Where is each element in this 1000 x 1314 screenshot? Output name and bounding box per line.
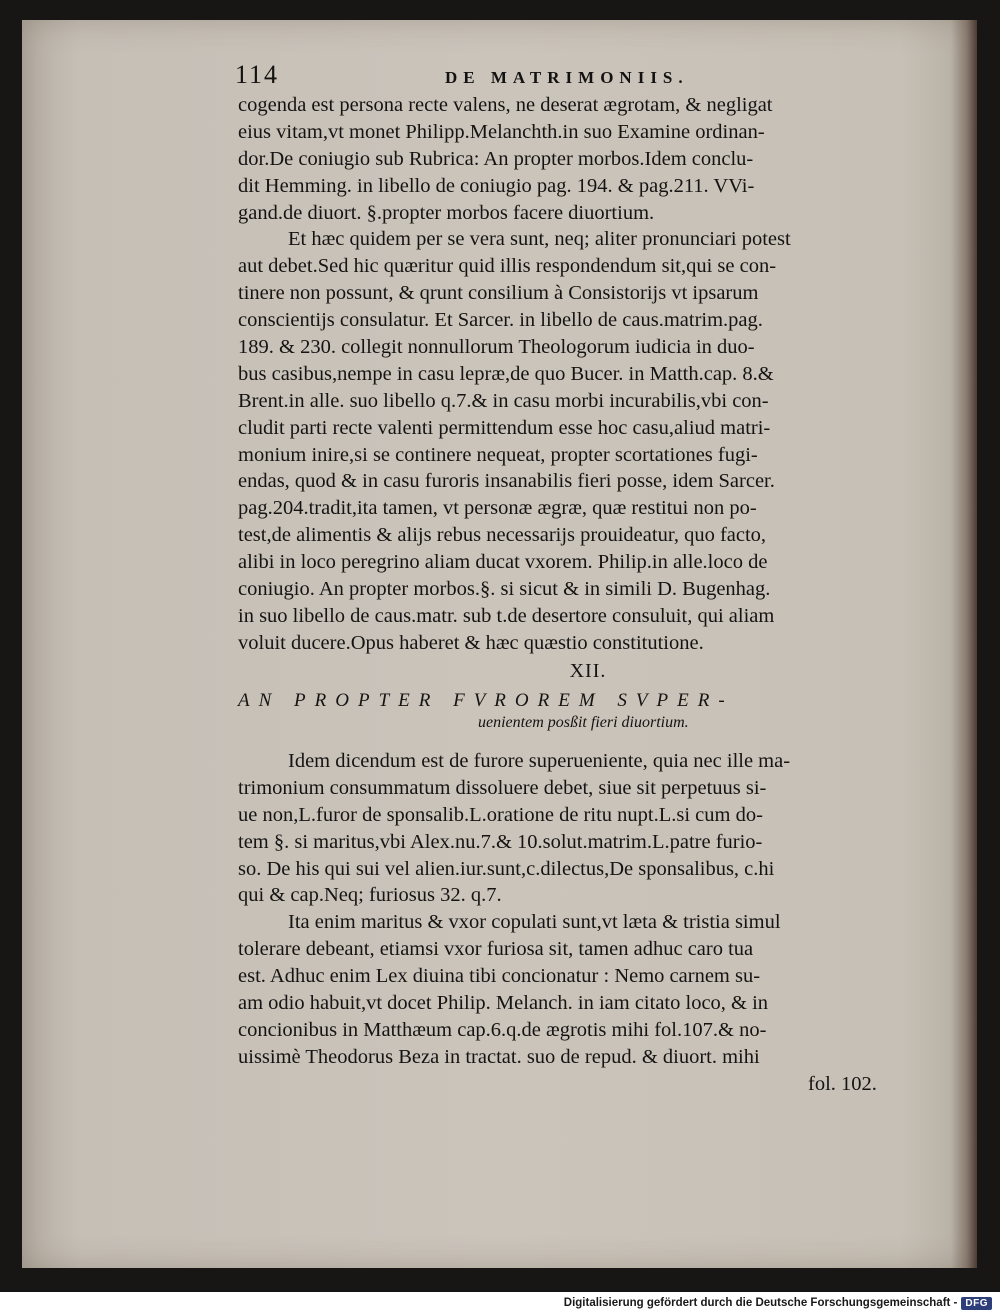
text-line: est. Adhuc enim Lex diuina tibi concionatur : Nemo carnem su- bbox=[238, 965, 761, 988]
funding-credit: Digitalisierung gefördert durch die Deutsche Forschungsgemeinschaft - bbox=[563, 1297, 958, 1309]
running-head bbox=[235, 60, 755, 90]
text-line: tolerare debeant, etiamsi vxor furiosa sit, tamen adhuc caro tua bbox=[238, 938, 754, 961]
text-line: 189. & 230. collegit nonnullorum Theologorum iudicia in duo- bbox=[238, 336, 755, 359]
text-line: in suo libello de caus.matr. sub t.de desertore consuluit, qui aliam bbox=[238, 604, 775, 627]
text-line: gand.de diuort. §.propter morbos facere diuortium. bbox=[238, 201, 655, 224]
section-heading-line-2: uenientem posßit fieri diuortium. bbox=[478, 714, 689, 731]
page-number: 114 bbox=[235, 60, 280, 89]
running-title: DE MATRIMONIIS. bbox=[445, 68, 689, 87]
text-line: dit Hemming. in libello de coniugio pag. 194. & pag.211. VVi- bbox=[238, 174, 755, 197]
text-line: tem §. si maritus,vbi Alex.nu.7.& 10.solut.matrim.L.patre furio- bbox=[238, 830, 763, 853]
text-line: Ita enim maritus & vxor copulati sunt,vt læta & tristia simul bbox=[288, 911, 781, 934]
text-line: qui & cap.Neq; furiosus 32. q.7. bbox=[238, 884, 502, 907]
text-line: endas, quod & in casu furoris insanabilis fieri posse, idem Sarcer. bbox=[238, 470, 775, 493]
digitization-footer bbox=[0, 1292, 1000, 1314]
text-line: cludit parti recte valenti permittendum esse hoc casu,aliud matri- bbox=[238, 416, 771, 439]
text-line: Brent.in alle. suo libello q.7.& in casu morbi incurabilis,vbi con- bbox=[238, 389, 769, 412]
page-edge-shadow bbox=[951, 20, 977, 1268]
text-line: ue non,L.furor de sponsalib.L.oratione de ritu nupt.L.si cum do- bbox=[238, 803, 763, 826]
text-line: bus casibus,nempe in casu lepræ,de quo Bucer. in Matth.cap. 8.& bbox=[238, 362, 774, 385]
text-line: eius vitam,vt monet Philipp.Melanchth.in suo Examine ordinan- bbox=[238, 120, 765, 143]
text-line: concionibus in Matthæum cap.6.q.de ægrotis mihi fol.107.& no- bbox=[238, 1018, 767, 1041]
text-line: cogenda est persona recte valens, ne deserat ægrotam, & negligat bbox=[238, 94, 773, 116]
section-heading-line-1: AN PROPTER FVROREM SVPER- bbox=[238, 690, 734, 711]
section-heading bbox=[238, 690, 938, 732]
text-block-upper bbox=[238, 92, 938, 657]
text-line: Et hæc quidem per se vera sunt, neq; aliter pronunciari potest bbox=[288, 228, 791, 251]
section-number: XII. bbox=[569, 660, 607, 682]
text-line: alibi in loco peregrino aliam ducat vxorem. Philip.in alle.loco de bbox=[238, 551, 768, 574]
text-line: test,de alimentis & alijs rebus necessarijs prouideatur, quo facto, bbox=[238, 524, 767, 547]
text-line: pag.204.tradit,ita tamen, vt personæ ægræ, quæ restitui non po- bbox=[238, 497, 757, 520]
text-line: am odio habuit,vt docet Philip. Melanch. in iam citato loco, & in bbox=[238, 992, 769, 1015]
text-line: dor.De coniugio sub Rubrica: An propter morbos.Idem conclu- bbox=[238, 147, 754, 170]
text-line: coniugio. An propter morbos.§. si sicut & in simili D. Bugenhag. bbox=[238, 578, 771, 601]
text-line: uissimè Theodorus Beza in tractat. suo de repud. & diuort. mihi bbox=[238, 1045, 760, 1068]
text-line: tinere non possunt, & qrunt consilium à Consistorijs vt ipsarum bbox=[238, 282, 759, 305]
text-line: monium inire,si se continere nequeat, propter scortationes fugi- bbox=[238, 443, 758, 466]
catchword: fol. 102. bbox=[808, 1072, 877, 1095]
text-line: so. De his qui sui vel alien.iur.sunt,c.dilectus,De sponsalibus, c.hi bbox=[238, 857, 775, 880]
text-block-lower bbox=[238, 748, 938, 1098]
dfg-logo: DFG bbox=[961, 1297, 992, 1310]
text-line: Idem dicendum est de furore superueniente, quia nec ille ma- bbox=[288, 750, 791, 772]
text-line: conscientijs consulatur. Et Sarcer. in libello de caus.matrim.pag. bbox=[238, 309, 763, 332]
text-line: voluit ducere.Opus haberet & hæc quæstio constitutione. bbox=[238, 631, 704, 654]
text-line: aut debet.Sed hic quæritur quid illis respondendum sit,qui se con- bbox=[238, 255, 777, 278]
text-line: trimonium consummatum dissoluere debet, siue sit perpetuus si- bbox=[238, 776, 767, 799]
